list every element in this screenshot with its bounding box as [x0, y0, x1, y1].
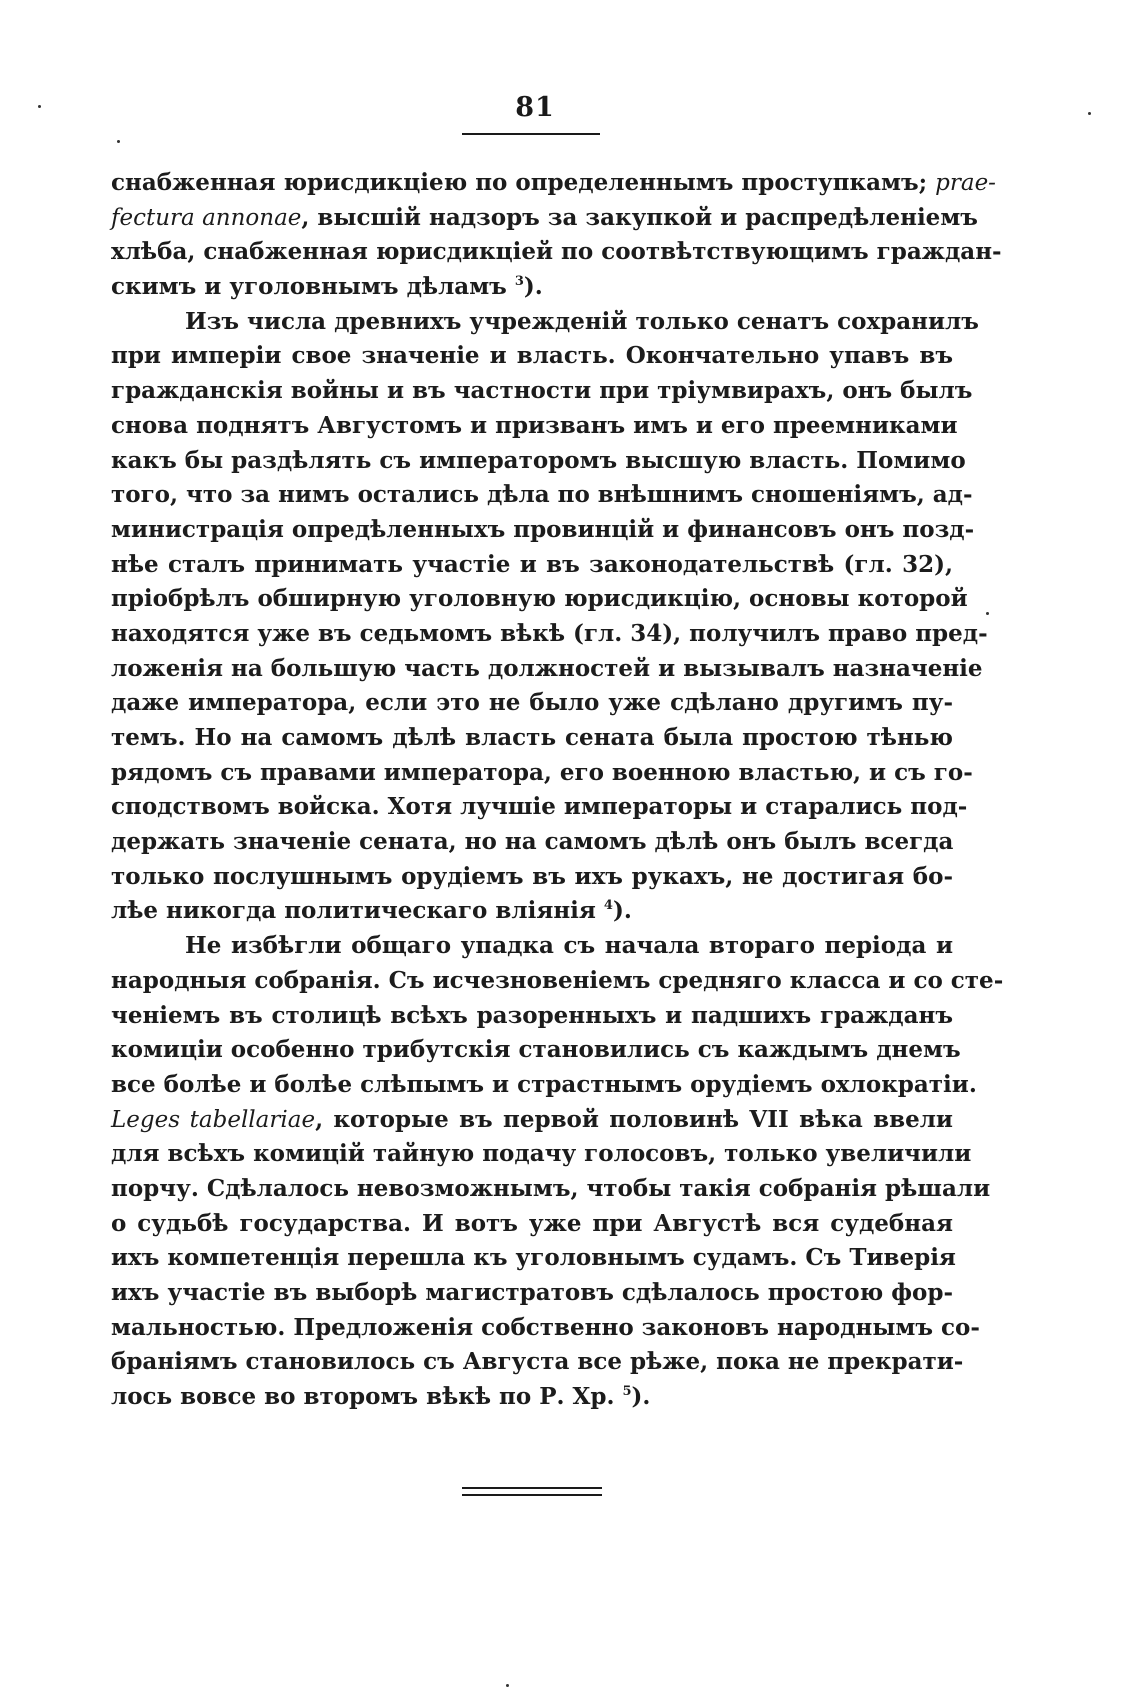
text-line [111, 201, 978, 236]
paragraph [111, 305, 988, 929]
text-run: гражданскія войны и въ частности при тріумвирахъ, онъ былъ [111, 377, 973, 405]
text-line [111, 1137, 972, 1172]
end-rule-bottom [462, 1494, 602, 1496]
text-run: находятся уже въ седьмомъ вѣкѣ (гл. 34), получилъ право пред- [111, 619, 988, 647]
text-line [111, 478, 973, 513]
text-line [111, 1207, 953, 1242]
text-line [111, 756, 973, 791]
text-run: мальностью. Предложенія собственно законовъ народнымъ со- [111, 1313, 980, 1341]
text-line [111, 1380, 953, 1415]
page-number: 81 [515, 92, 555, 123]
text-run: , высшій надзоръ за закупкой и распредѣленіемъ [301, 203, 978, 231]
text-line [111, 513, 975, 548]
text-line [111, 1068, 977, 1103]
text-run: все болѣе и болѣе слѣпымъ и страстнымъ орудіемъ охлократіи. [111, 1070, 977, 1098]
footnote-marker: 3 [514, 274, 524, 290]
text-line [111, 1033, 961, 1068]
text-line [111, 929, 953, 964]
paper-speck [38, 105, 41, 108]
text-line [111, 790, 968, 825]
text-run: лѣе никогда политическаго вліянія [111, 897, 604, 925]
text-line [111, 582, 968, 617]
text-line [111, 721, 953, 756]
paper-speck [1088, 112, 1091, 115]
text-line [111, 1311, 980, 1346]
footnote-marker: 4 [603, 898, 613, 914]
text-line [111, 1172, 991, 1207]
text-line [111, 894, 953, 929]
text-run: темъ. Но на самомъ дѣлѣ власть сената была простою тѣнью [111, 724, 953, 751]
text-line [111, 652, 983, 687]
text-line [111, 374, 973, 409]
text-line [111, 1241, 956, 1276]
latin-term: fectura annonae [111, 204, 302, 231]
text-run: при имперіи свое значеніе и власть. Окончательно упавъ въ [111, 342, 953, 370]
text-line [111, 1103, 953, 1138]
header-rule [462, 133, 600, 135]
text-line [111, 339, 953, 374]
paragraph [111, 166, 1002, 305]
text-run: порчу. Сдѣлалось невозможнымъ, чтобы такія собранія рѣшали [111, 1174, 991, 1202]
text-line [111, 825, 953, 860]
paper-speck [506, 1684, 509, 1687]
text-run: пріобрѣлъ обширную уголовную юрисдикцію, основы которой [111, 585, 968, 613]
body-text [111, 166, 1004, 1415]
text-line [111, 617, 988, 652]
text-line [111, 305, 979, 340]
text-run: ченіемъ въ столицѣ всѣхъ разоренныхъ и падшихъ гражданъ [111, 1001, 953, 1029]
text-run: ). [612, 897, 632, 925]
text-run: хлѣба, снабженная юрисдикціей по соотвѣтствующимъ граждан- [111, 238, 1002, 266]
latin-term: prae- [935, 170, 996, 196]
text-run: рядомъ съ правами императора, его военною властью, и съ го- [111, 758, 973, 786]
text-line [111, 548, 953, 583]
text-line [111, 686, 953, 721]
text-line [111, 1345, 964, 1380]
paragraph [111, 929, 1004, 1415]
text-run: сподствомъ войска. Хотя лучшіе императоры и старались под- [111, 793, 968, 821]
text-run: о судьбѣ государства. И вотъ уже при Августѣ вся судебная [111, 1209, 953, 1237]
text-run: нѣе сталъ принимать участіе и въ законодательствѣ (гл. 32), [111, 550, 953, 578]
text-run: , которые въ первой половинѣ VII вѣка ввели [315, 1105, 953, 1133]
text-line [111, 444, 966, 479]
paper-speck [986, 612, 989, 615]
paper-speck [117, 140, 120, 143]
text-line [111, 409, 958, 444]
text-run: ихъ участіе въ выборѣ магистратовъ сдѣлалось простою фор- [111, 1279, 953, 1306]
footnote-marker: 5 [622, 1384, 632, 1400]
text-line [111, 166, 996, 201]
text-line [111, 1276, 953, 1311]
text-run: лось вовсе во второмъ вѣкѣ по Р. Хр. [111, 1383, 623, 1411]
text-run: ихъ компетенція перешла къ уголовнымъ судамъ. Съ Тиверія [111, 1244, 956, 1272]
text-run: министрація опредѣленныхъ провинцій и финансовъ онъ позд- [111, 515, 975, 543]
text-line [111, 860, 953, 895]
text-run: ). [631, 1383, 651, 1411]
text-run: для всѣхъ комицій тайную подачу голосовъ, только увеличили [111, 1140, 972, 1168]
text-run: Изъ числа древнихъ учрежденій только сенатъ сохранилъ [185, 307, 979, 335]
text-run: скимъ и уголовнымъ дѣламъ [111, 273, 515, 301]
text-run: того, что за нимъ остались дѣла по внѣшнимъ сношеніямъ, ад- [111, 481, 973, 509]
text-run: только послушнымъ орудіемъ въ ихъ рукахъ, не достигая бо- [111, 862, 953, 890]
text-line [111, 964, 1004, 999]
text-run: ложенія на большую часть должностей и вызывалъ назначеніе [111, 654, 983, 682]
text-run: снабженная юрисдикціею по определеннымъ проступкамъ; [111, 169, 936, 196]
text-run: какъ бы раздѣлять съ императоромъ высшую власть. Помимо [111, 446, 966, 474]
text-line [111, 235, 1002, 270]
latin-term: Leges tabellariae [111, 1106, 316, 1133]
text-run: Не избѣгли общаго упадка съ начала втораго періода и [185, 932, 953, 960]
text-line [111, 270, 953, 305]
text-run: народныя собранія. Съ исчезновеніемъ средняго класса и со сте- [111, 966, 1004, 994]
end-rule-top [462, 1487, 602, 1489]
text-run: ). [523, 273, 543, 301]
text-run: браніямъ становилось съ Августа все рѣже, пока не прекрати- [111, 1348, 964, 1376]
text-run: даже императора, если это не было уже сдѣлано другимъ пу- [111, 689, 953, 717]
text-run: снова поднятъ Августомъ и призванъ имъ и его преемниками [111, 411, 958, 439]
text-line [111, 999, 953, 1034]
text-run: комиціи особенно трибутскія становились съ каждымъ днемъ [111, 1036, 961, 1064]
text-run: держать значеніе сената, но на самомъ дѣлѣ онъ былъ всегда [111, 828, 954, 856]
